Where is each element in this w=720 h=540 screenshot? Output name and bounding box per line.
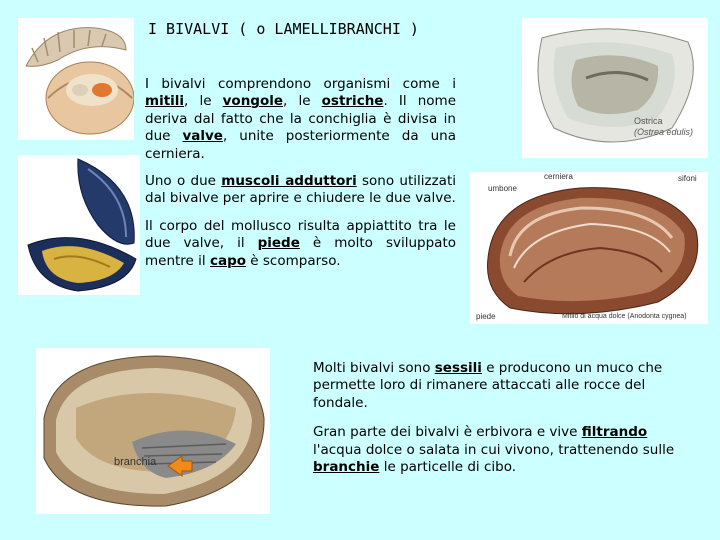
paragraph-sessile: Molti bivalvi sono sessili e producono un muco che permette loro di rimanere attaccati alle rocce del fondale. [313,360,663,411]
branchia-label: branchia [114,456,157,468]
oyster-image [522,18,708,158]
bivalve-interior-image [36,348,270,514]
sifoni-label: sifoni [678,174,697,183]
page-title: I BIVALVI ( o LAMELLIBRANCHI ) [148,20,419,38]
paragraph-filtering: Gran parte dei bivalvi è erbivora e vive filtrando l'acqua dolce o salata in cui vivono, trattenendo sulle branchie le particelle di cibo. [313,424,675,476]
mussel-image [18,155,140,295]
anodonta-diagram [470,172,708,324]
cerniera-label: cerniera [544,172,573,181]
paragraph-muscles: Uno o due muscoli adduttori sono utilizzati dal bivalve per aprire e chiudere le due valve. [145,173,456,207]
piede-label: piede [476,312,496,321]
scallop-image [18,18,134,140]
anodonta-caption: Mitilo di acqua dolce (Anodonta cygnea) [562,313,687,320]
umbone-label: umbone [488,184,517,193]
paragraph-definition: I bivalvi comprendono organismi come i mitili, le vongole, le ostriche. Il nome deriva dal fatto che la conchiglia è divisa in due valve, unite posteriormente da una cerniera. [145,76,456,162]
oyster-caption: Ostrica (Ostrea edulis) [634,116,694,137]
intro-text-block [145,76,456,280]
paragraph-body: Il corpo del mollusco risulta appiattito tra le due valve, il piede è molto sviluppato mentre il capo è scomparso. [145,217,457,269]
lower-text-block [313,360,685,486]
